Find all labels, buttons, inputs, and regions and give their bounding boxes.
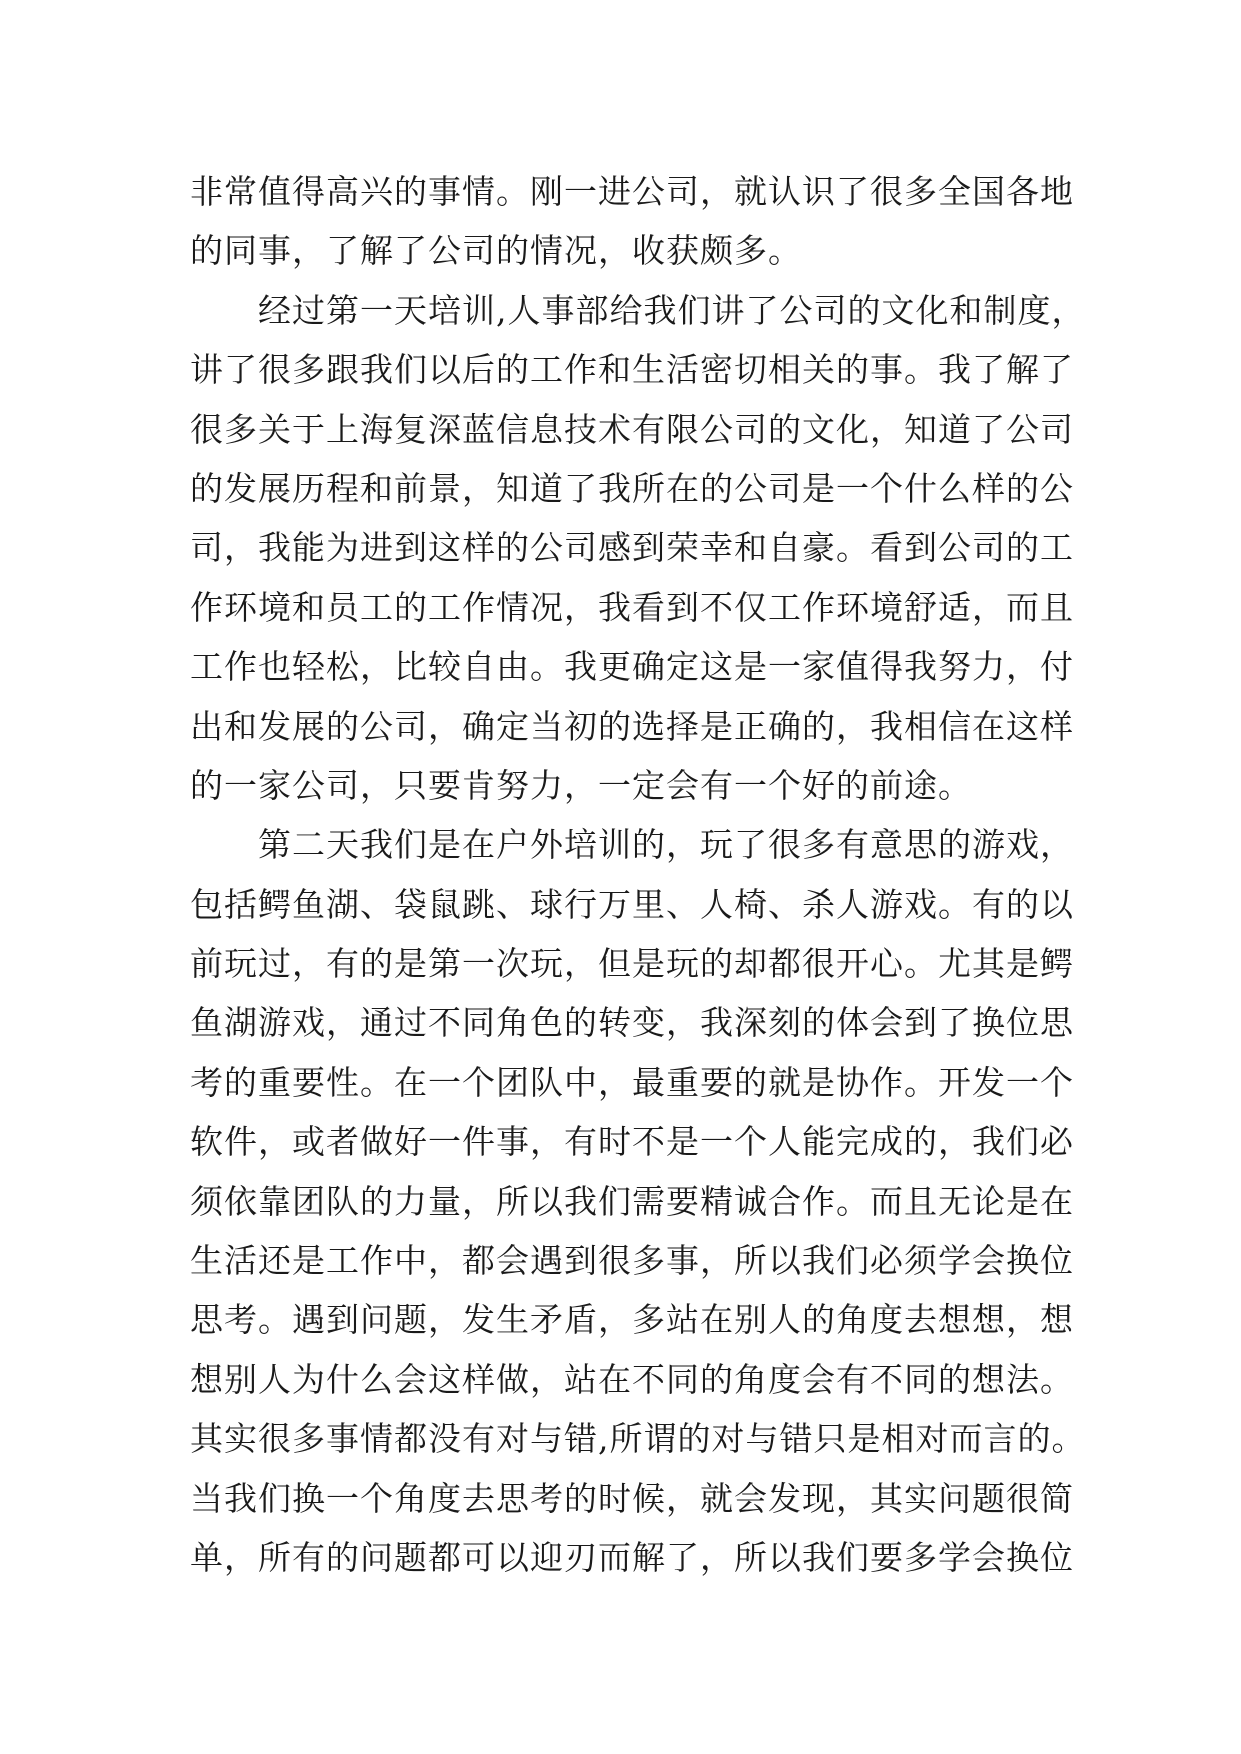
text-line: 的发展历程和前景，知道了我所在的公司是一个什么样的公 (190, 468, 1074, 508)
text-line: 讲了很多跟我们以后的工作和生活密切相关的事。我了解了 (190, 350, 1074, 390)
text-line: 生活还是工作中，都会遇到很多事，所以我们必须学会换位 (190, 1241, 1074, 1281)
text-line: 鱼湖游戏，通过不同角色的转变，我深刻的体会到了换位思 (190, 1003, 1074, 1043)
text-line: 作环境和员工的工作情况，我看到不仅工作环境舒适，而且 (190, 587, 1074, 627)
paragraph-start-line: 第二天我们是在户外培训的，玩了很多有意思的游戏， (258, 825, 1074, 865)
text-line: 很多关于上海复深蓝信息技术有限公司的文化，知道了公司 (190, 409, 1074, 449)
text-line: 想别人为什么会这样做，站在不同的角度会有不同的想法。 (190, 1359, 1074, 1399)
text-line: 出和发展的公司，确定当初的选择是正确的，我相信在这样 (190, 706, 1074, 746)
text-line: 包括鳄鱼湖、袋鼠跳、球行万里、人椅、杀人游戏。有的以 (190, 884, 1074, 924)
text-line: 的同事，了解了公司的情况，收获颇多。 (190, 231, 802, 271)
text-line: 其实很多事情都没有对与错,所谓的对与错只是相对而言的。 (190, 1419, 1086, 1459)
text-line: 软件，或者做好一件事，有时不是一个人能完成的，我们必 (190, 1122, 1074, 1162)
paragraph-start-line: 经过第一天培训,人事部给我们讲了公司的文化和制度， (258, 290, 1086, 330)
text-line: 的一家公司，只要肯努力，一定会有一个好的前途。 (190, 765, 972, 805)
text-line: 单，所有的问题都可以迎刃而解了，所以我们要多学会换位 (190, 1537, 1074, 1577)
text-line: 考的重要性。在一个团队中，最重要的就是协作。开发一个 (190, 1062, 1074, 1102)
text-line: 前玩过，有的是第一次玩，但是玩的却都很开心。尤其是鳄 (190, 944, 1074, 984)
text-line: 非常值得高兴的事情。刚一进公司，就认识了很多全国各地 (190, 172, 1074, 211)
text-line: 当我们换一个角度去思考的时候，就会发现，其实问题很简 (190, 1478, 1074, 1518)
text-line: 司，我能为进到这样的公司感到荣幸和自豪。看到公司的工 (190, 528, 1074, 568)
document-body (190, 162, 1090, 1587)
text-line: 工作也轻松，比较自由。我更确定这是一家值得我努力，付 (190, 647, 1074, 687)
text-line: 思考。遇到问题，发生矛盾，多站在别人的角度去想想，想 (190, 1300, 1074, 1340)
text-line: 须依靠团队的力量，所以我们需要精诚合作。而且无论是在 (190, 1181, 1074, 1221)
